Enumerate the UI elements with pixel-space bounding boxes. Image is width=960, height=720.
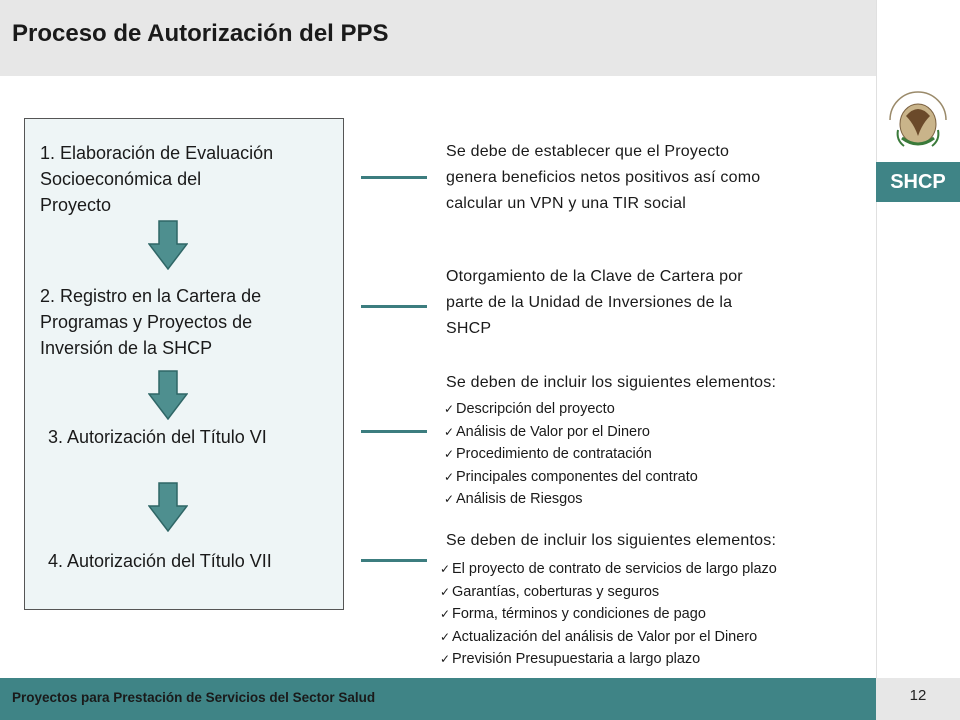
- checkmark-icon: ✓: [444, 424, 455, 439]
- shcp-badge: SHCP: [876, 162, 960, 202]
- list-item: ✓ Procedimiento de contratación: [444, 443, 698, 466]
- list-item: ✓ Forma, términos y condiciones de pago: [440, 603, 777, 626]
- page-title: Proceso de Autorización del PPS: [12, 20, 389, 47]
- step-1: 1. Elaboración de Evaluación Socioeconómica del Proyecto: [40, 143, 274, 215]
- title-bar: [0, 0, 876, 76]
- list-item: ✓ Análisis de Valor por el Dinero: [444, 421, 698, 444]
- connector-line: [361, 176, 427, 179]
- description-2: Otorgamiento de la Clave de Cartera por parte de la Unidad de Inversiones de la SHCP: [446, 268, 743, 337]
- step-2: 2. Registro en la Cartera de Programas y Proyectos de Inversión de la SHCP: [40, 286, 262, 358]
- list-item: ✓ El proyecto de contrato de servicios de largo plazo: [440, 558, 777, 581]
- checkmark-icon: ✓: [444, 469, 455, 484]
- step-4: 4. Autorización del Título VII: [48, 551, 272, 571]
- footer-text: Proyectos para Prestación de Servicios del Sector Salud: [12, 690, 376, 705]
- checkmark-icon: ✓: [444, 402, 455, 416]
- page-number: 12: [876, 678, 960, 720]
- connector-line: [361, 305, 427, 308]
- list-item: ✓ Análisis de Riesgos: [444, 488, 698, 511]
- list-item: ✓ Principales componentes del contrato: [444, 466, 698, 489]
- down-arrow-icon: [148, 220, 188, 270]
- down-arrow-icon: [148, 482, 188, 532]
- checkmark-icon: ✓: [440, 629, 451, 644]
- footer-bar: [0, 678, 876, 720]
- connector-line: [361, 430, 427, 433]
- step-3: 3. Autorización del Título VI: [48, 427, 267, 447]
- list-item: ✓ Actualización del análisis de Valor por el Dinero: [440, 626, 777, 649]
- checkmark-icon: ✓: [440, 584, 451, 599]
- down-arrow-icon: [148, 370, 188, 420]
- description-1: Se debe de establecer que el Proyecto genera beneficios netos positivos así como calcular un VPN y una TIR social: [446, 143, 761, 212]
- checkmark-icon: ✓: [444, 447, 455, 461]
- shcp-logo: [876, 80, 960, 204]
- mexican-eagle-seal-icon: [882, 80, 954, 160]
- list-item: ✓ Descripción del proyecto: [444, 398, 698, 421]
- requirements-list-2: [440, 558, 777, 671]
- checkmark-icon: ✓: [444, 492, 455, 506]
- checkmark-icon: ✓: [440, 562, 451, 576]
- checkmark-icon: ✓: [440, 607, 451, 621]
- connector-line: [361, 559, 427, 562]
- description-3-heading: Se deben de incluir los siguientes elementos:: [446, 374, 777, 391]
- list-item: ✓ Garantías, coberturas y seguros: [440, 581, 777, 604]
- requirements-list-1: [444, 398, 698, 511]
- description-4-heading: Se deben de incluir los siguientes elementos:: [446, 532, 777, 549]
- list-item: ✓ Previsión Presupuestaria a largo plazo: [440, 648, 777, 671]
- checkmark-icon: ✓: [440, 652, 451, 666]
